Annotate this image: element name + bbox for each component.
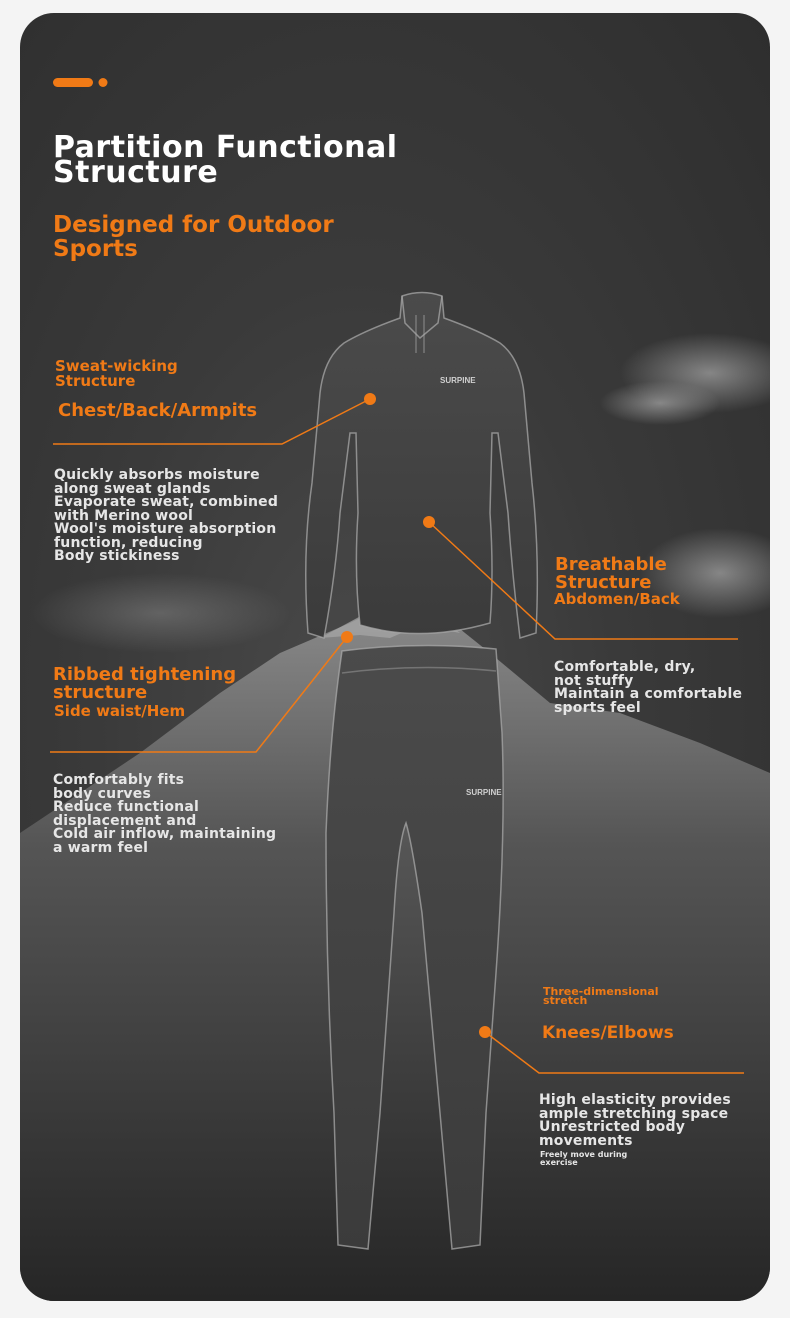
callout-dot-ribbed [341, 631, 353, 643]
feature-desc-breathable: Comfortable, dry, not stuffy Maintain a comfortable sports feel [554, 659, 743, 716]
feature-note-stretch: Freely move during exercise [540, 1150, 628, 1167]
base-layer-top [306, 293, 538, 639]
feature-area-breathable: Abdomen/Back [554, 590, 680, 608]
brand-mark-bottom: SURPINE [466, 788, 502, 797]
accent-dot [99, 78, 108, 87]
feature-area-stretch: Knees/Elbows [542, 1023, 674, 1043]
cloud [30, 573, 290, 653]
feature-title-breathable: Breathable Structure [555, 554, 667, 593]
callout-dot-stretch [479, 1026, 491, 1038]
feature-card [20, 13, 770, 1301]
feature-area-sweat: Chest/Back/Armpits [58, 400, 258, 421]
feature-title-ribbed: Ribbed tightening structure [53, 664, 237, 703]
callout-dot-breathable [423, 516, 435, 528]
feature-desc-stretch: High elasticity provides ample stretching space Unrestricted body movements [539, 1092, 731, 1149]
page-subtitle: Designed for Outdoor Sports [53, 212, 334, 262]
feature-title-stretch: Three-dimensional stretch [543, 985, 659, 1007]
accent-pill [53, 78, 93, 87]
feature-desc-sweat: Quickly absorbs moisture along sweat glands Evaporate sweat, combined with Merino wool Wool's moisture absorption function, reducing Body stickiness [54, 467, 279, 564]
page-title: Partition Functional Structure [53, 130, 398, 190]
brand-mark-top: SURPINE [440, 376, 476, 385]
feature-area-ribbed: Side waist/Hem [54, 702, 186, 720]
feature-title-sweat: Sweat-wicking Structure [55, 357, 178, 390]
cloud [600, 381, 720, 425]
callout-dot-sweat [364, 393, 376, 405]
feature-desc-ribbed: Comfortably fits body curves Reduce functional displacement and Cold air inflow, maintaining a warm feel [53, 772, 277, 856]
